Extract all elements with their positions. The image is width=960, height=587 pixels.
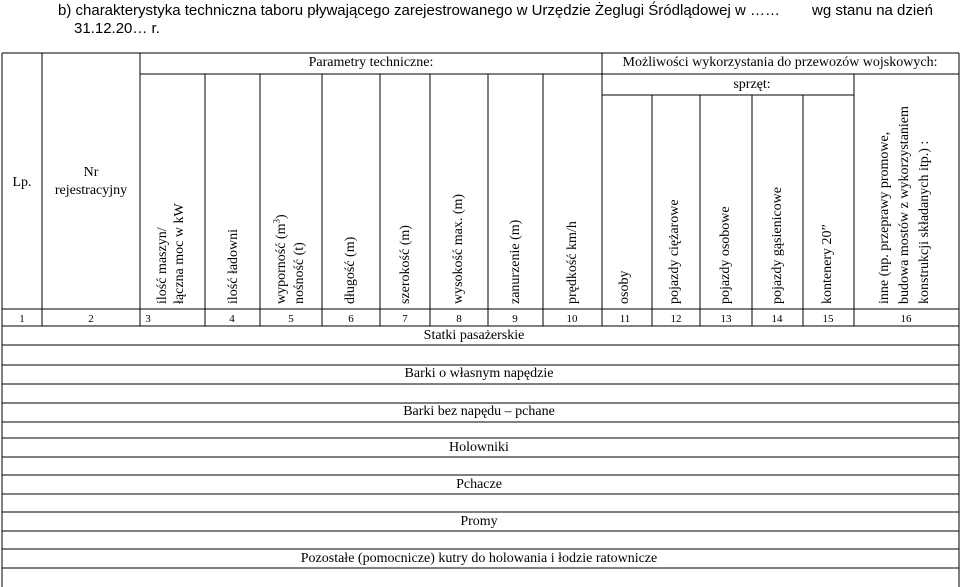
column-number: 7 <box>402 313 408 325</box>
section-pushers: Pchacze <box>456 477 502 492</box>
header-people: osoby <box>617 270 632 304</box>
column-number: 6 <box>348 313 354 325</box>
header-speed: prędkość km/h <box>565 221 580 304</box>
header-other-line3: konstrukcji składanych itp.) : <box>917 140 932 304</box>
header-containers: kontenery 20” <box>820 224 835 304</box>
column-number: 10 <box>566 313 578 325</box>
section-passenger-ships: Statki pasażerskie <box>423 328 525 343</box>
header-parameters-group: Parametry techniczne: <box>308 55 434 70</box>
column-number: 15 <box>822 313 834 325</box>
header-holds: ilość ładowni <box>226 228 241 304</box>
header-capacity-line2: nośność (t) <box>292 242 307 304</box>
header-other-line2: budowa mostów z wykorzystaniem <box>897 106 912 304</box>
header-capacity-line1: wyporność $(m^3)$ <box>271 214 289 304</box>
section-other-boats: Pozostałe (pomocnicze) kutry do holowania i łodzie ratownicze <box>300 551 658 566</box>
column-number: 8 <box>456 313 462 325</box>
heading-date-label: wg stanu na dzień <box>812 2 933 19</box>
column-number: 14 <box>771 313 783 325</box>
section-pushed-barges: Barki bez napędu – pchane <box>403 404 555 419</box>
header-width: szerokość (m) <box>398 225 413 304</box>
column-number: 1 <box>19 313 25 325</box>
header-draft: zanurzenie (m) <box>508 219 523 304</box>
header-rejestracyjny: rejestracyjny <box>54 183 128 198</box>
column-number: 9 <box>512 313 518 325</box>
header-trucks: pojazdy ciężarowe <box>667 199 682 304</box>
heading-date: 31.12.20… r. <box>74 20 160 37</box>
column-number: 12 <box>670 313 682 325</box>
heading-line-1: b) charakterystyka techniczna taboru pływającego zarejestrowanego w Urzędzie Żeglugi Śródlądowej w …… <box>58 2 781 19</box>
column-number: 16 <box>900 313 912 325</box>
header-engines-line2: łączna moc w kW <box>172 203 187 304</box>
header-height: wysokość max. (m) <box>451 193 466 304</box>
header-cars: pojazdy osobowe <box>718 206 733 304</box>
column-number: 2 <box>88 313 94 325</box>
header-length: długość (m) <box>343 236 358 304</box>
header-equipment-group: sprzęt: <box>733 77 771 92</box>
header-tracked: pojazdy gąsienicowe <box>770 186 785 304</box>
header-nr: Nr <box>83 165 99 180</box>
column-number: 13 <box>720 313 732 325</box>
section-self-propelled-barges: Barki o własnym napędzie <box>404 366 554 381</box>
header-engines-line1: ilość maszyn/ <box>155 227 170 304</box>
column-number: 11 <box>619 313 631 325</box>
section-tugboats: Holowniki <box>449 440 509 455</box>
header-other-line1: inne (np. przeprawy promowe, <box>877 131 892 304</box>
header-usage-group: Możliwości wykorzystania do przewozów wojskowych: <box>622 55 938 70</box>
column-number: 4 <box>229 313 235 325</box>
section-ferries: Promy <box>460 514 498 529</box>
column-number: 5 <box>288 313 294 325</box>
header-lp: Lp. <box>12 175 32 190</box>
column-number: 3 <box>145 313 151 325</box>
